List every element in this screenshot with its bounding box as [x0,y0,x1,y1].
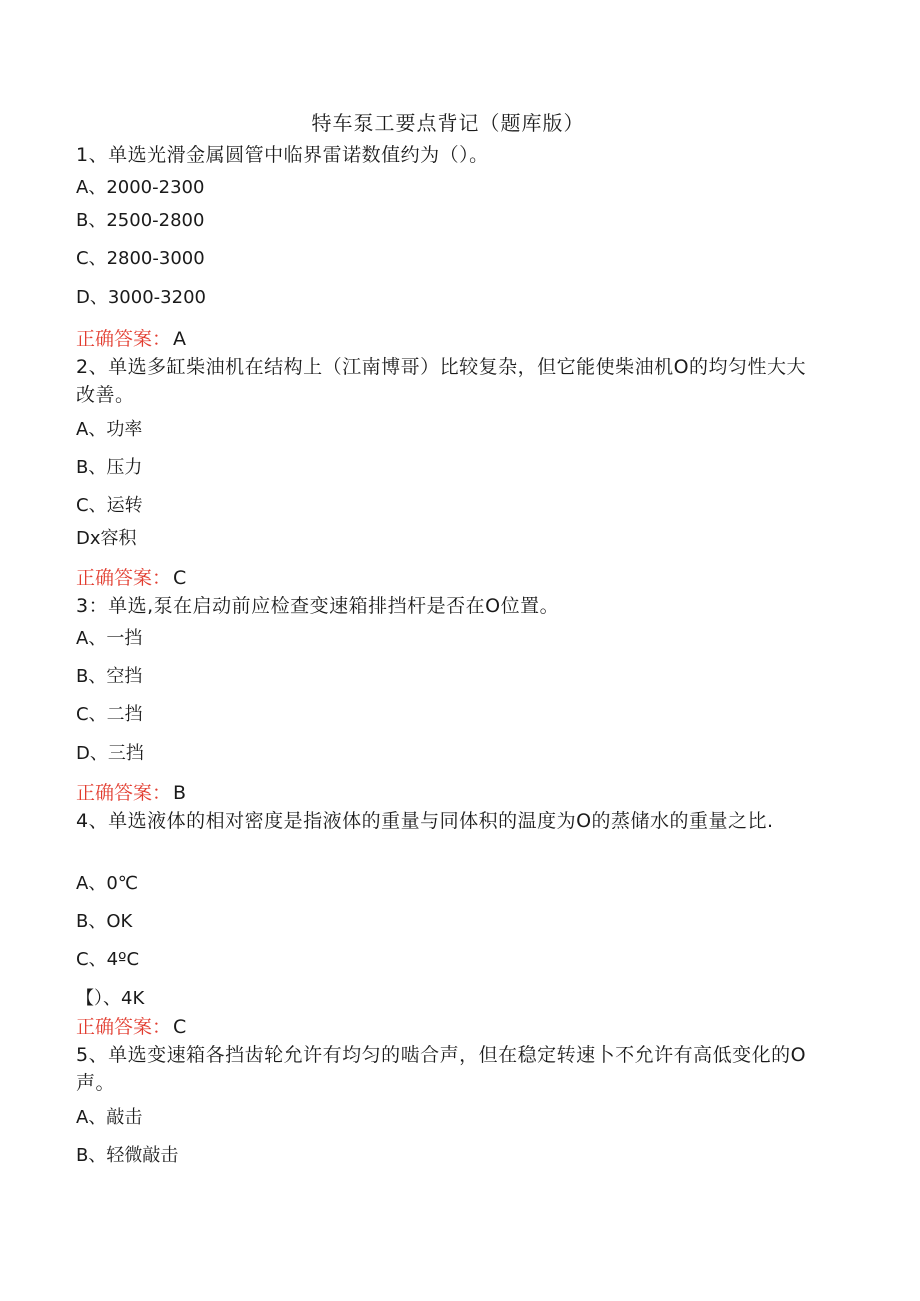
page-title: 特车泵工要点背记（题库版） [311,111,585,135]
question-4-option-a: A、0℃ [76,873,138,894]
question-1-option-b: B、2500-2800 [76,210,205,231]
question-4-option-c: C、4ºC [76,949,140,970]
question-2-option-c: C、运转 [76,495,143,516]
question-1-answer [76,325,836,353]
question-2-option-a: A、功率 [76,419,143,440]
question-2-text: 2、单选多缸柴油机在结构上（江南博哥）比较复杂，但它能使柴油机O的均匀性大大改善。 [76,356,807,406]
question-1-text: 1、单选光滑金属圆管中临界雷诺数值约为（）。 [76,144,489,166]
answer-label: 正确答案： [76,328,172,350]
question-3-option-b: B、空挡 [76,666,143,687]
question-4-answer [76,1013,836,1041]
answer-letter: A [173,328,187,350]
question-4-text: 4、单选液体的相对密度是指液体的重量与同体积的温度为O的蒸储水的重量之比. [76,810,774,832]
question-3-option-a: A、一挡 [76,628,143,649]
answer-label: 正确答案： [76,567,172,589]
question-2-option-b: B、压力 [76,457,143,478]
question-1-option-d: D、3000-3200 [76,287,206,308]
answer-letter: C [173,567,187,589]
question-1-option-c: C、2800-3000 [76,248,205,269]
question-3-option-d: D、三挡 [76,743,144,764]
question-1-option-a: A、2000-2300 [76,177,205,198]
answer-letter: C [173,1016,187,1038]
answer-label: 正确答案： [76,782,172,804]
answer-label: 正确答案： [76,1016,172,1038]
question-5-option-b: B、轻微敲击 [76,1145,179,1166]
question-5-text: 5、单选变速箱各挡齿轮允许有均匀的啮合声，但在稳定转速卜不允许有高低变化的O声。 [76,1044,807,1094]
question-3-answer [76,779,836,807]
question-2-option-d: Dx容积 [76,528,137,549]
question-4-option-d: 【）、4K [76,988,145,1009]
question-4-option-b: B、OK [76,911,133,932]
answer-letter: B [173,782,187,804]
question-5-option-a: A、敲击 [76,1107,143,1128]
question-2-answer [76,564,836,592]
question-3-text: 3：单选,泵在启动前应检查变速箱排挡杆是否在O位置。 [76,595,560,617]
question-3-option-c: C、二挡 [76,704,143,725]
